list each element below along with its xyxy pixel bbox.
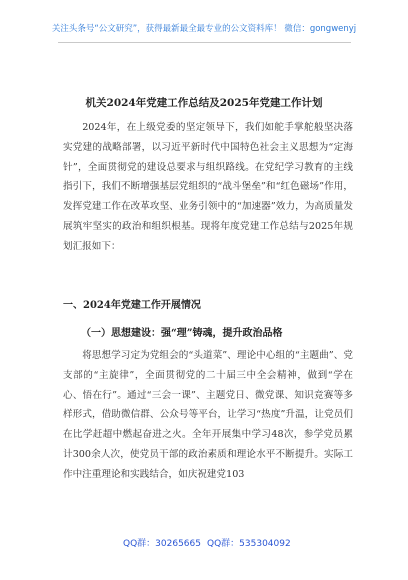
intro-paragraph: 2024年，在上级党委的坚定领导下，我们如舵手掌舵般坚决落实党建的战略部署，以习近平新时代中国特色社会主义思想为“定海针”，全面贯彻党的建设总要求与组织路线。在党纪学习教育的主线指引下，我们不断增强基层党组织的“战斗堡垒”和“红色磁场”作用，发挥党建工作在改革攻坚、业务引领中的“加速器”效力，为高质量发展筑牢坚实的政治和组织根基。现将年度党建工作总结与2025年规划汇报如下： [63, 122, 353, 252]
subsection-paragraph: 将思想学习定为党组会的“头道菜”、理论中心组的“主题曲”、党支部的“主旋律”，全面贯彻党的二十届三中全会精神，做到“学在心、悟在行”。通过“三会一课”、主题党日、微党课、知识竞赛等多样形式，借助微信群、公众号等平台，让学习“热度”升温，让党员们在比学赶超中燃起奋进之火。全年开展集中学习48次，参学党员累计300余人次，使党员干部的政治素质和理论水平不断提升。实际工作中注重理论和实践结合，如庆祝建党103 [63, 350, 353, 480]
document-title: 机关2024年党建工作总结及2025年党建工作计划 [85, 97, 323, 109]
subsection-heading: （一）思想建设：强“理”铸魂，提升政治品格 [81, 328, 283, 339]
footer-qq-group-1: QQ群：30265665 [123, 539, 201, 549]
footer [0, 536, 408, 548]
section-heading: 一、2024年党建工作开展情况 [63, 300, 201, 311]
header-divider [58, 42, 351, 43]
footer-qq-group-2: QQ群：535304092 [207, 539, 291, 549]
header-promo-note: 关注头条号“公文研究”，获得最新最全最专业的公文资料库！ 微信：gongwenyj [51, 24, 357, 34]
